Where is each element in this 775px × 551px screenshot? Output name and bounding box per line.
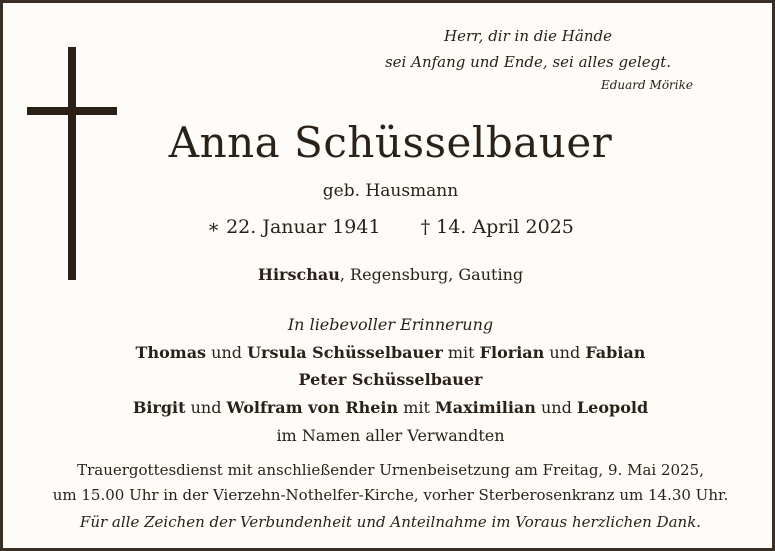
mourner-name: Maximilian [435, 398, 536, 417]
connector: mit [442, 343, 480, 362]
connector: und [206, 343, 248, 362]
quote-author: Eduard Mörike [600, 78, 693, 92]
cross-icon-bar [27, 107, 117, 115]
mourner-line-1 [3, 343, 775, 362]
mourner-name: Peter Schüsselbauer [298, 370, 483, 389]
service-line-2: um 15.00 Uhr in der Vierzehn-Nothelfer-Kirche, vorher Sterberosenkranz um 14.30 Uhr. [52, 486, 729, 504]
life-dates [3, 216, 775, 238]
thanks-line: Für alle Zeichen der Verbundenheit und Anteilnahme im Voraus herzlichen Dank. [79, 513, 702, 531]
connector: mit [398, 398, 436, 417]
mourner-name: Florian [479, 343, 545, 362]
mourner-name: Thomas [135, 343, 207, 362]
mourner-name: Fabian [585, 343, 646, 362]
connector: und [535, 398, 577, 417]
service-line-1: Trauergottesdienst mit anschließender Urnenbeisetzung am Freitag, 9. Mai 2025, [77, 461, 704, 479]
mourner-line-3 [3, 398, 775, 417]
mourner-name: Leopold [576, 398, 649, 417]
place-main: Hirschau [257, 265, 340, 284]
mourner-name: Ursula Schüsselbauer [247, 343, 443, 362]
places-rest: , Regensburg, Gauting [339, 265, 524, 284]
mourner-line-2 [3, 370, 775, 389]
connector: und [185, 398, 227, 417]
places [3, 265, 775, 284]
mourner-name: Birgit [132, 398, 186, 417]
quote-line-2: sei Anfang und Ende, sei alles gelegt. [384, 53, 672, 71]
connector: und [544, 343, 586, 362]
death-date: † 14. April 2025 [420, 216, 574, 238]
mourner-name: Wolfram von Rhein [226, 398, 399, 417]
mourner-line-4: im Namen aller Verwandten [276, 426, 505, 445]
birth-date: ∗ 22. Januar 1941 [207, 216, 381, 238]
memorial-intro: In liebevoller Erinnerung [287, 315, 494, 334]
quote-line-1: Herr, dir in die Hände [444, 27, 612, 45]
birth-name: geb. Hausmann [322, 181, 459, 201]
deceased-name: Anna Schüsselbauer [168, 118, 613, 167]
